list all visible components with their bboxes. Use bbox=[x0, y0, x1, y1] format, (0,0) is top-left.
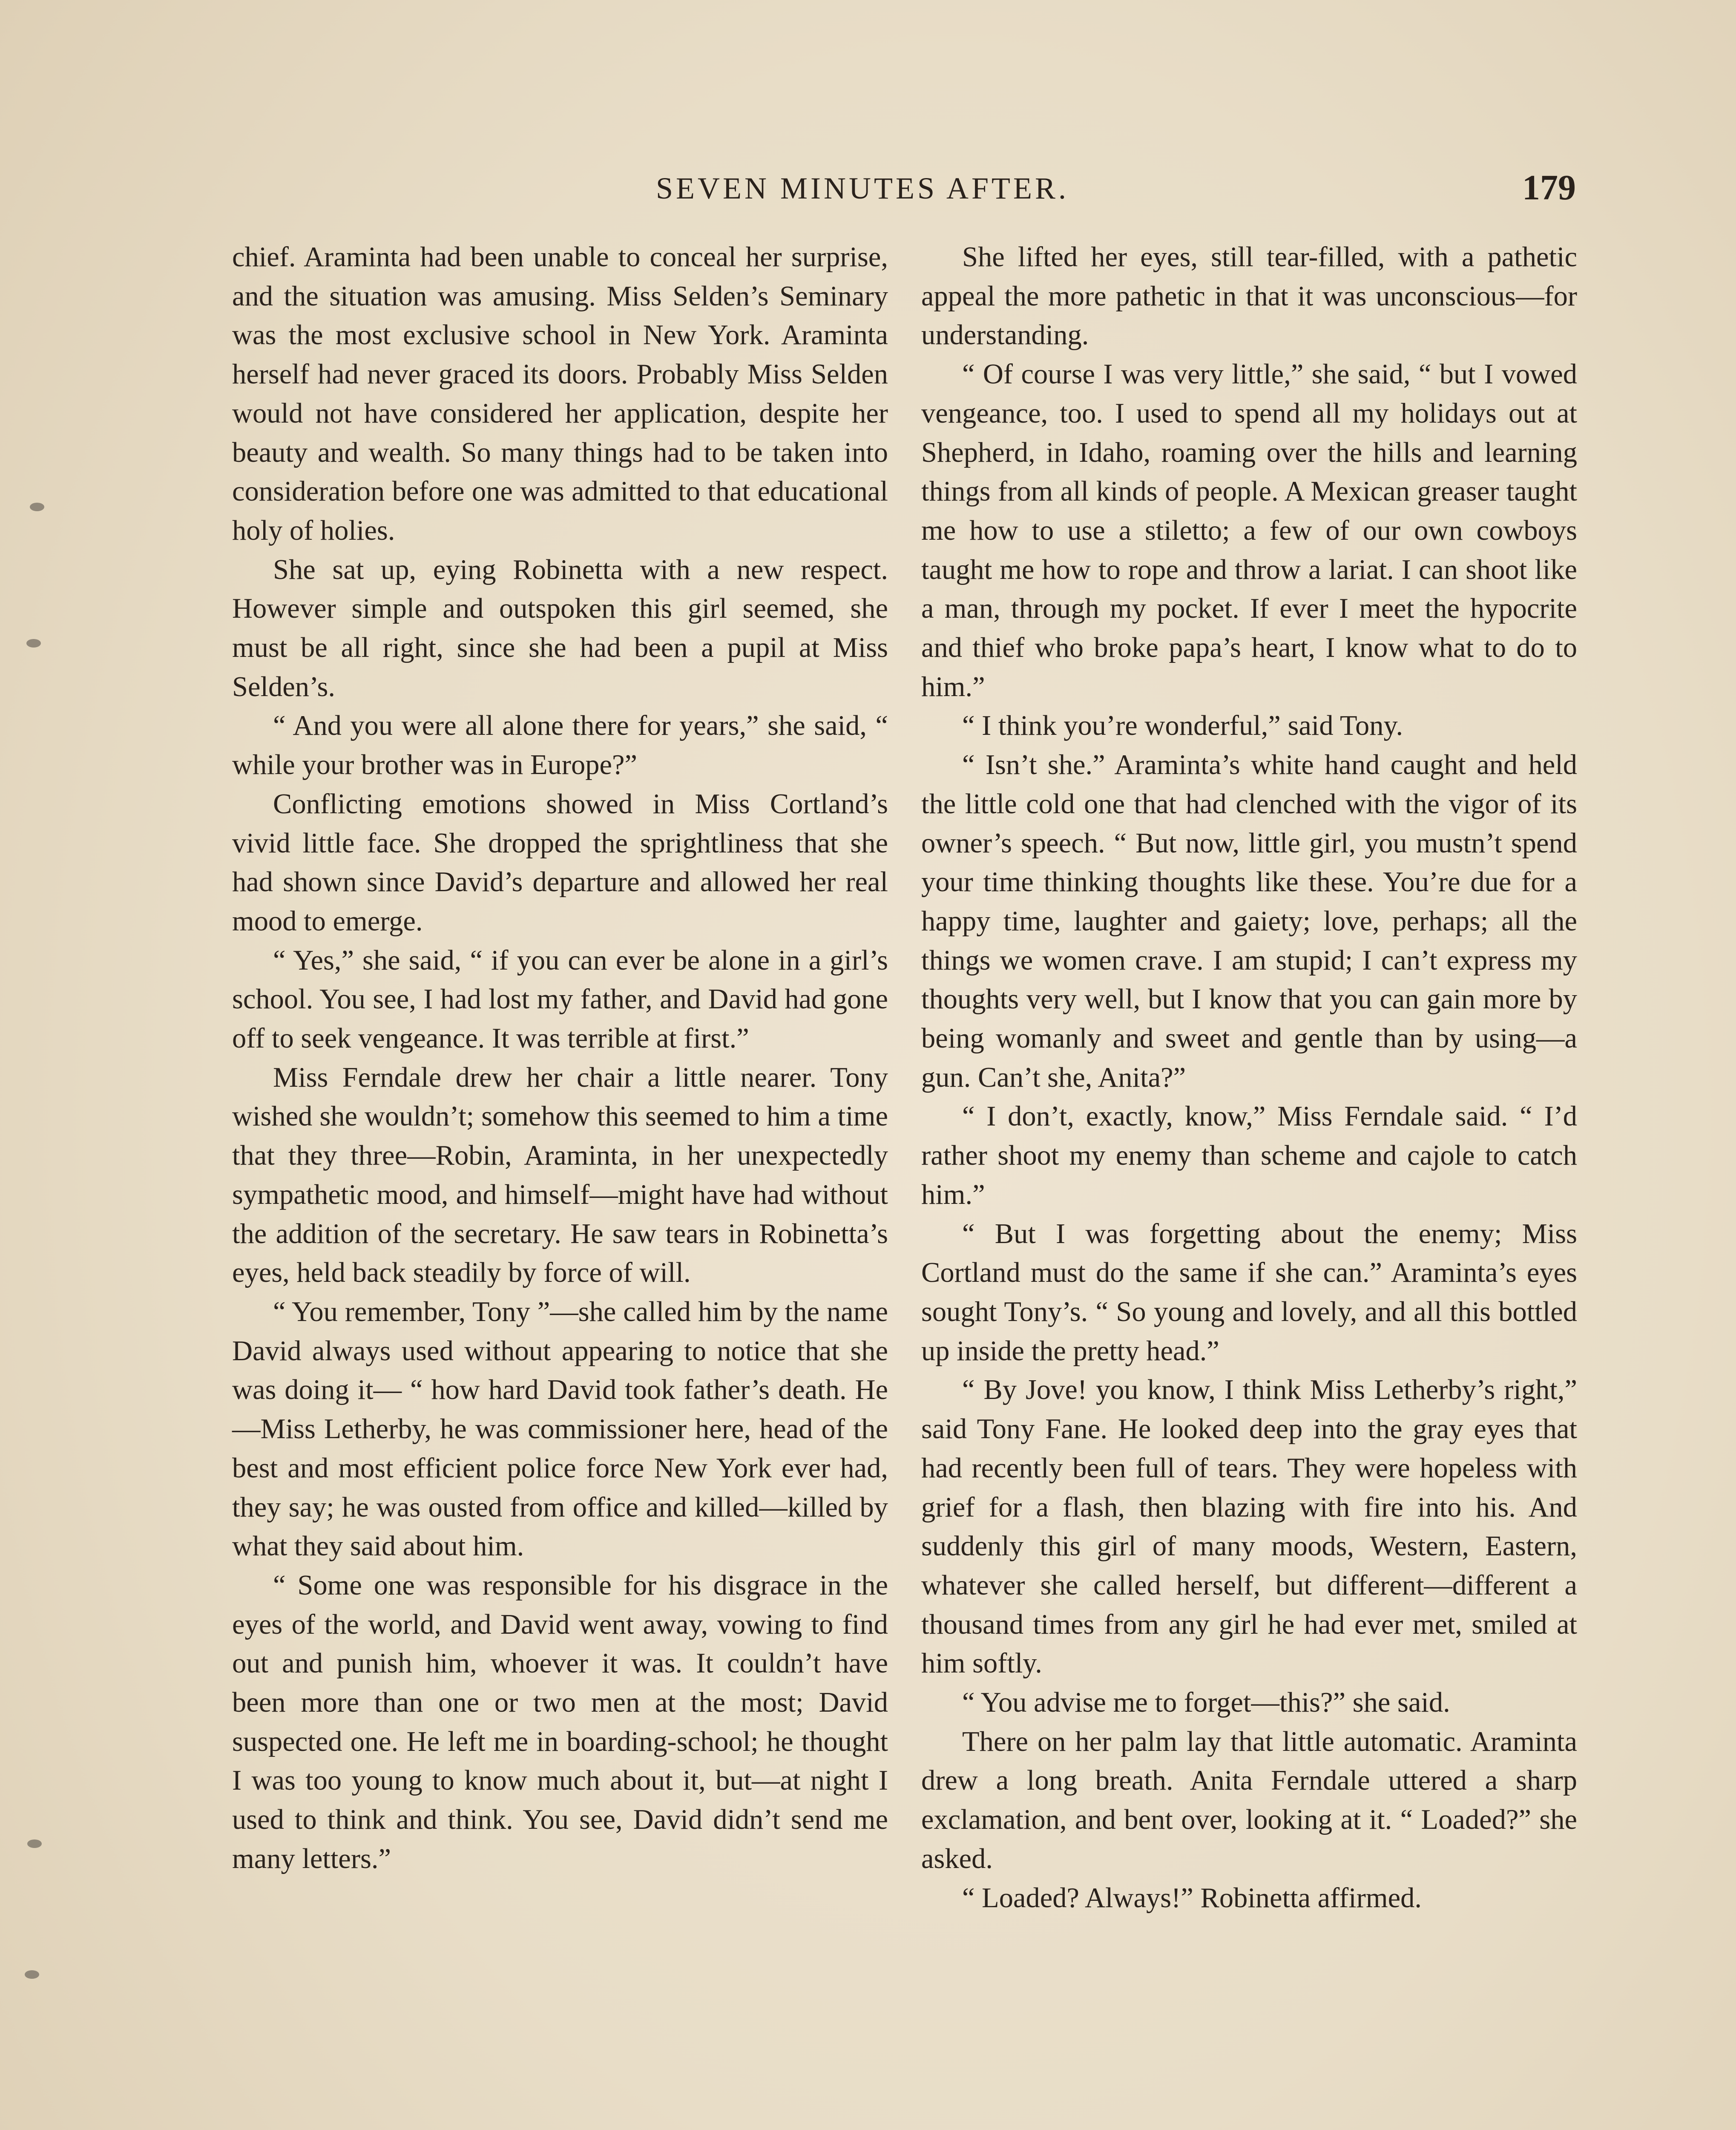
paragraph: “ By Jove! you know, I think Miss Letherby’s right,” said Tony Fane. He looked deep into the gray eyes that had recently been full of tears. They were hopeless with grief for a flash, then blazing with fire into his. And suddenly this girl of many moods, Western, Eastern, whatever she called herself, but different—different a thousand times from any girl he had ever met, smiled at him softly. bbox=[921, 1374, 1577, 1679]
left-column bbox=[232, 238, 888, 1879]
page-header bbox=[656, 167, 1576, 214]
paragraph: “ I don’t, exactly, know,” Miss Ferndale said. “ I’d rather shoot my enemy than scheme and cajole to catch him.” bbox=[921, 1101, 1577, 1210]
binding-mark bbox=[25, 1970, 39, 1979]
paragraph: “ You remember, Tony ”—she called him by the name David always used without appearing to notice that she was doing it— “ how hard David took father’s death. He —Miss Letherby, he was commissioner here, head of the best and most efficient police force New York ever had, they say; he was ousted from office and killed—killed by what they said about him. bbox=[232, 1296, 888, 1562]
running-title: SEVEN MINUTES AFTER. bbox=[656, 171, 1069, 205]
paragraph: “ Yes,” she said, “ if you can ever be alone in a girl’s school. You see, I had lost my father, and David had gone off to seek vengeance. It was terrible at first.” bbox=[232, 944, 888, 1054]
paragraph: “ Of course I was very little,” she said, “ but I vowed vengeance, too. I used to spend all my holidays out at Shepherd, in Idaho, roaming over the hills and learning things from all kinds of people. A Mexican greaser taught me how to use a stiletto; a few of our own cowboys taught me how to rope and throw a lariat. I can shoot like a man, through my pocket. If ever I meet the hypocrite and thief who broke papa’s heart, I know what to do to him.” bbox=[921, 359, 1577, 702]
paragraph: There on her palm lay that little automatic. Araminta drew a long breath. Anita Ferndale uttered a sharp exclamation, and bent over, looking at it. “ Loaded?” she asked. bbox=[921, 1726, 1577, 1874]
paragraph: Miss Ferndale drew her chair a little nearer. Tony wished she wouldn’t; somehow this seemed to him a time that they three—Robin, Araminta, in her unexpectedly sympathetic mood, and himself—might have had without the addition of the secretary. He saw tears in Robinetta’s eyes, held back steadily by force of will. bbox=[232, 1062, 888, 1289]
paragraph: “ Loaded? Always!” Robinetta affirmed. bbox=[962, 1882, 1422, 1914]
paragraph: “ I think you’re wonderful,” said Tony. bbox=[962, 710, 1403, 742]
binding-mark bbox=[26, 639, 41, 648]
paragraph: chief. Araminta had been unable to conceal her surprise, and the situation was amusing. Miss Selden’s Seminary was the most exclusive school in New York. Araminta herself had never graced its doors. Probably Miss Selden would not have considered her application, despite her beauty and wealth. So many things had to be taken into consideration before one was admitted to that educational holy of holies. bbox=[232, 242, 888, 546]
right-column bbox=[921, 238, 1577, 1917]
binding-mark bbox=[27, 1839, 42, 1848]
paragraph: “ Some one was responsible for his disgrace in the eyes of the world, and David went away, vowing to find out and punish him, whoever it was. It couldn’t have been more than one or two men at the most; David suspected one. He left me in boarding-school; he thought I was too young to know much about it, but—at night I used to think and think. You see, David didn’t send me many letters.” bbox=[232, 1569, 888, 1874]
paragraph: “ But I was forgetting about the enemy; Miss Cortland must do the same if she can.” Araminta’s eyes sought Tony’s. “ So young and lovely, and all this bottled up inside the pretty head.” bbox=[921, 1218, 1577, 1367]
page-number: 179 bbox=[1522, 168, 1576, 207]
paragraph: She sat up, eying Robinetta with a new respect. However simple and outspoken this girl seemed, she must be all right, since she had been a pupil at Miss Selden’s. bbox=[232, 554, 888, 702]
paragraph: “ Isn’t she.” Araminta’s white hand caught and held the little cold one that had clenched with the vigor of its owner’s speech. “ But now, little girl, you mustn’t spend your time thinking thoughts like these. You’re due for a happy time, laughter and gaiety; love, perhaps; all the things we women crave. I am stupid; I can’t express my thoughts very well, but I know that you can gain more by being womanly and sweet and gentle than by using—a gun. Can’t she, Anita?” bbox=[921, 749, 1577, 1093]
paragraph: “ You advise me to forget—this?” she said. bbox=[962, 1687, 1450, 1718]
paragraph: Conflicting emotions showed in Miss Cortland’s vivid little face. She dropped the sprightliness that she had shown since David’s departure and allowed her real mood to emerge. bbox=[232, 788, 888, 937]
paragraph: “ And you were all alone there for years,” she said, “ while your brother was in Europe?” bbox=[232, 710, 888, 781]
binding-mark bbox=[30, 503, 44, 511]
paragraph: She lifted her eyes, still tear-filled, with a pathetic appeal the more pathetic in that it was unconscious—for understanding. bbox=[921, 242, 1577, 351]
